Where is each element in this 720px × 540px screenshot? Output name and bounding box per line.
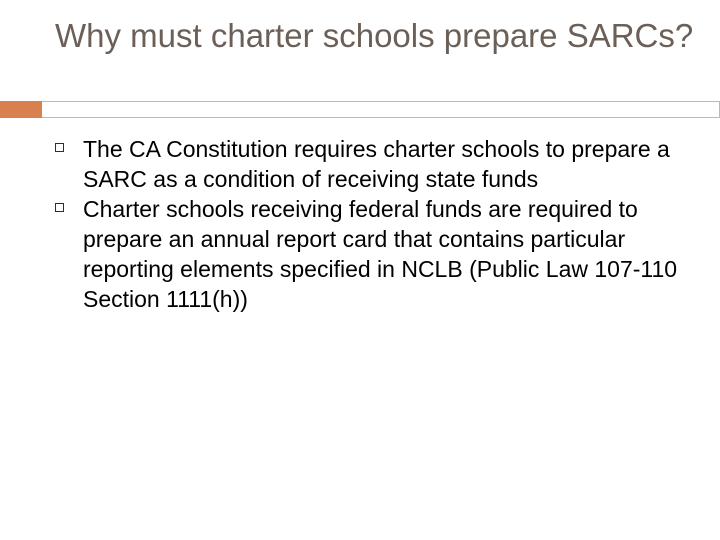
square-bullet-icon (55, 143, 64, 152)
bullet-list (0, 134, 720, 314)
bullet-item (0, 134, 720, 194)
slide-title: Why must charter schools prepare SARCs? (55, 17, 694, 54)
square-bullet-icon (55, 203, 64, 212)
bullet-item (0, 194, 720, 314)
title-divider-accent (0, 101, 42, 118)
bullet-text: Charter schools receiving federal funds are required to prepare an annual report card that contains particular reporting elements specified in NCLB (Public Law 107-110 Section 1111(h)) (83, 196, 678, 312)
title-divider-rule (42, 101, 720, 118)
bullet-text: The CA Constitution requires charter schools to prepare a SARC as a condition of receiving state funds (83, 136, 670, 192)
